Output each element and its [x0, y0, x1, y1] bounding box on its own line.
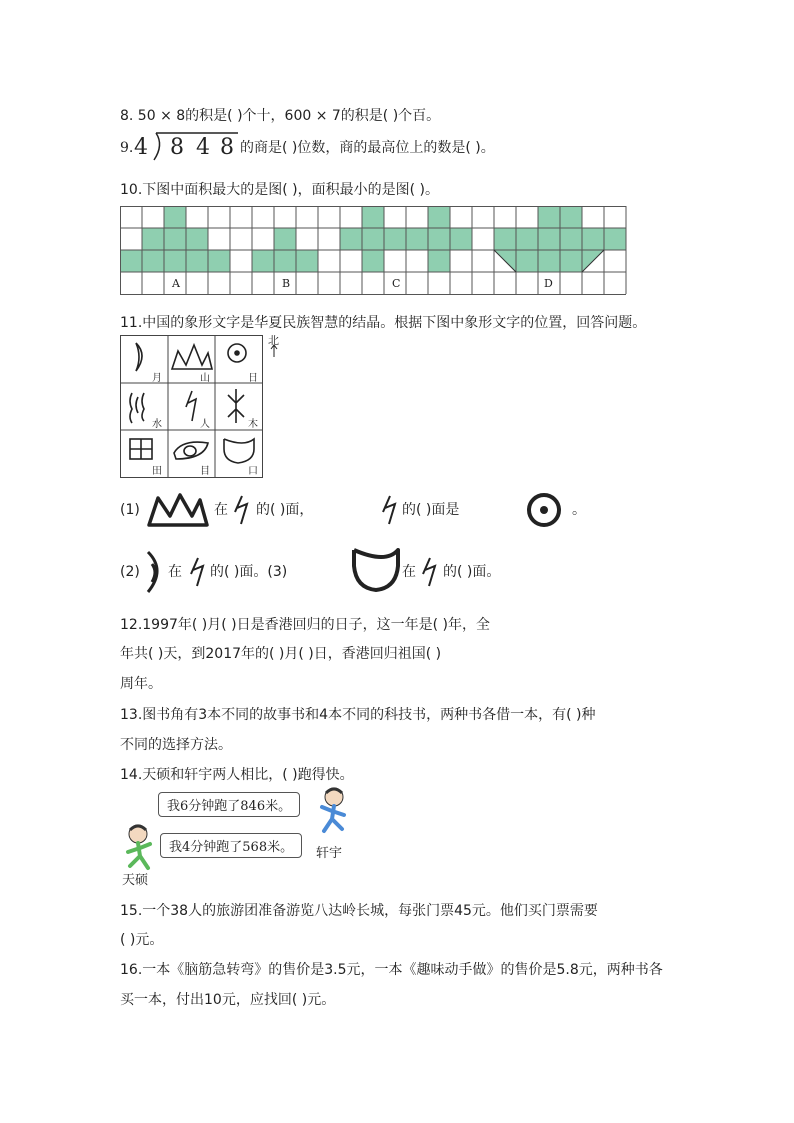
question-12-line1: 12.1997年( )月( )日是香港回归的日子，这一年是( )年，全 — [120, 617, 491, 633]
cell-label-sun: 日 — [248, 373, 258, 384]
shape-b — [274, 228, 296, 250]
divisor: 4 — [134, 135, 148, 160]
person-glyph-icon — [420, 556, 440, 588]
question-15-line1: 15.一个38人的旅游团准备游览八达岭长城，每张门票45元。他们买门票需要 — [120, 903, 598, 919]
question-9: 的商是( )位数，商的最高位上的数是( )。 — [240, 140, 495, 156]
pictograph-grid — [120, 335, 263, 479]
question-8: 8. 50 × 8的积是( )个十，600 × 7的积是( )个百。 — [120, 108, 441, 124]
question-16-line1: 16.一本《脑筋急转弯》的售价是3.5元，一本《趣味动手做》的售价是5.8元，两种书各 — [120, 962, 663, 978]
dividend-digit-3: 8 — [220, 135, 234, 160]
mountain-glyph-icon — [146, 492, 210, 528]
runner-xuanyu-icon — [312, 785, 352, 835]
question-9-number: 9. — [120, 140, 134, 156]
moon-glyph-icon — [144, 550, 168, 594]
question-11: 11.中国的象形文字是华夏民族智慧的结晶。根据下图中象形文字的位置，回答问题。 — [120, 315, 647, 331]
label-b: B — [282, 277, 291, 290]
runner-tianshuo-icon — [120, 822, 160, 872]
mouth-glyph-icon — [350, 548, 402, 594]
north-label: 北 — [268, 334, 279, 347]
shape-a — [164, 206, 186, 228]
cell-label-eye: 目 — [200, 466, 210, 477]
cell-label-person: 人 — [200, 419, 210, 430]
speech-bubble-tianshuo: 我4分钟跑了568米。 — [160, 833, 302, 858]
cell-label-mountain: 山 — [200, 373, 210, 384]
question-12-line3: 周年。 — [120, 676, 162, 692]
label-a: A — [172, 277, 180, 290]
north-arrow-icon — [270, 344, 278, 358]
person-glyph-icon — [188, 556, 208, 588]
person-glyph-icon — [232, 494, 252, 526]
q11-part1-zai: 在 — [214, 502, 228, 518]
q11-part1-end: 。 — [572, 502, 586, 518]
cell-label-mouth: 口 — [248, 466, 258, 477]
sun-glyph-icon — [524, 492, 570, 528]
q11-part1-text: 的( )面， — [256, 502, 314, 518]
question-16-line2: 买一本，付出10元，应找回( )元。 — [120, 992, 336, 1008]
cell-label-moon: 月 — [152, 373, 162, 384]
q11-part3-zai: 在 — [402, 564, 416, 580]
shape-c — [362, 206, 384, 228]
question-15-line2: ( )元。 — [120, 932, 164, 948]
name-tianshuo: 天硕 — [122, 873, 149, 888]
q11-part1-text2: 的( )面是 — [402, 502, 460, 518]
long-division-figure — [134, 131, 240, 161]
question-13-line2: 不同的选择方法。 — [120, 737, 232, 753]
question-13-line1: 13.图书角有3本不同的故事书和4本不同的科技书，两种书各借一本，有( )种 — [120, 707, 596, 723]
dividend-digit-2: 4 — [196, 135, 210, 160]
dividend-digit-1: 8 — [170, 135, 184, 160]
question-12-line2: 年共( )天，到2017年的( )月( )日，香港回归祖国( ) — [120, 646, 442, 662]
q11-part2-zai: 在 — [168, 564, 182, 580]
name-xuanyu: 轩宇 — [316, 846, 343, 861]
question-10: 10.下图中面积最大的是图( )，面积最小的是图( )。 — [120, 182, 440, 198]
cell-label-field: 田 — [152, 466, 162, 477]
cell-label-tree: 木 — [248, 419, 258, 430]
speech-bubble-xuanyu: 我6分钟跑了846米。 — [158, 792, 300, 817]
person-glyph-icon — [380, 494, 400, 526]
q11-part3-text: 的( )面。 — [443, 564, 501, 580]
question-14: 14.天硕和轩宇两人相比，( )跑得快。 — [120, 767, 354, 783]
cell-label-water: 水 — [152, 419, 162, 430]
q11-part2-text: 的( )面。(3) — [210, 564, 288, 580]
label-c: C — [392, 277, 401, 290]
q11-part1-label: (1) — [120, 502, 140, 518]
label-d: D — [544, 277, 553, 290]
q11-part2-label: (2) — [120, 564, 140, 580]
